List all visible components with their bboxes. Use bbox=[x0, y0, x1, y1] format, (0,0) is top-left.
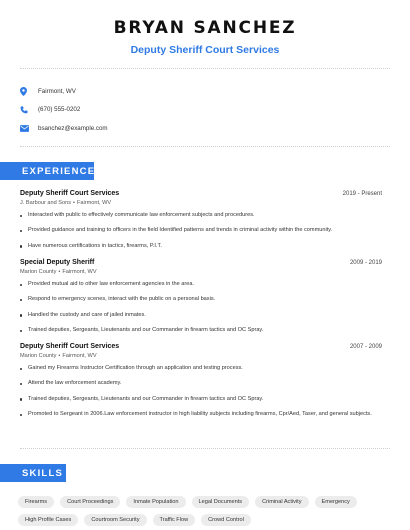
job-location: Fairmont, WV bbox=[76, 200, 112, 206]
job-company-line: Marion County • Fairmont, WV bbox=[20, 269, 97, 275]
job-bullets bbox=[20, 212, 382, 250]
experience-heading: EXPERIENCE bbox=[0, 162, 94, 180]
skill-tag: Firearms bbox=[18, 496, 54, 508]
job-dates: 2007 - 2009 bbox=[349, 344, 382, 350]
job-title: Special Deputy Sheriff bbox=[20, 259, 95, 266]
skill-tag: Criminal Activity bbox=[255, 496, 308, 508]
divider bbox=[20, 448, 390, 449]
job-bullet: Attend the law enforcement academy. bbox=[20, 380, 382, 387]
email-icon bbox=[20, 125, 38, 132]
job-company: J. Barbour and Sons bbox=[20, 200, 71, 206]
job-bullet: Promoted to Sergeant in 2006.Law enforcement instructor in high liability subjects including firearms, Cpr/Aed, Taser, and general subjects. bbox=[20, 411, 382, 418]
job-dates: 2019 - Present bbox=[342, 191, 382, 197]
job-bullet: Provided mutual aid to other law enforcement agencies in the area. bbox=[20, 281, 382, 288]
skill-tag: Legal Documents bbox=[192, 496, 250, 508]
job-bullet: Interacted with public to effectively communicate law enforcement subjects and procedures. bbox=[20, 212, 382, 219]
job-bullets bbox=[20, 281, 382, 335]
skills-list bbox=[18, 496, 398, 530]
skill-tag: Courtroom Security bbox=[84, 514, 146, 526]
divider bbox=[20, 68, 390, 69]
contact-phone bbox=[20, 101, 108, 120]
job-location: Fairmont, WV bbox=[62, 269, 97, 275]
skills-heading: SKILLS bbox=[0, 464, 66, 482]
contact-email[interactable] bbox=[20, 119, 108, 138]
job-bullet: Have numerous certifications in tactics, firearms, P.I.T. bbox=[20, 243, 382, 250]
candidate-role: Deputy Sheriff Court Services bbox=[130, 44, 280, 56]
job-title: Deputy Sheriff Court Services bbox=[20, 190, 120, 197]
job-bullet: Trained deputies, Sergeants, Lieutenants and our Commander in firearm tactics and OC Spray. bbox=[20, 327, 382, 334]
job-dates: 2009 - 2019 bbox=[349, 260, 382, 266]
resume-header bbox=[0, 18, 410, 56]
divider bbox=[20, 146, 390, 147]
skill-tag: High Profile Cases bbox=[18, 514, 78, 526]
skill-tag: Traffic Flow bbox=[153, 514, 196, 526]
job-bullet: Respond to emergency scenes, interact with the public on a personal basis. bbox=[20, 296, 382, 303]
job-company: Marion County bbox=[20, 269, 57, 275]
job-company-line: J. Barbour and Sons • Fairmont, WV bbox=[20, 200, 112, 206]
phone-icon bbox=[20, 106, 38, 114]
job-company: Marion County bbox=[20, 353, 57, 359]
job-bullets bbox=[20, 365, 382, 419]
job-location: Fairmont, WV bbox=[62, 353, 97, 359]
contact-location bbox=[20, 82, 108, 101]
job-bullet: Handled the custody and care of jailed inmates. bbox=[20, 312, 382, 319]
skill-tag: Crowd Control bbox=[201, 514, 251, 526]
skill-tag: Court Proceedings bbox=[60, 496, 120, 508]
experience-item bbox=[20, 259, 382, 343]
job-title: Deputy Sheriff Court Services bbox=[20, 343, 120, 350]
contact-phone-text: (670) 555-0202 bbox=[38, 106, 81, 114]
contact-email-text[interactable]: bsanchez@example.com bbox=[38, 124, 108, 132]
job-bullet: Gained my Firearms Instructor Certification through an application and testing process. bbox=[20, 365, 382, 372]
location-pin-icon bbox=[20, 87, 38, 96]
job-company-line: Marion County • Fairmont, WV bbox=[20, 353, 97, 359]
candidate-name: BRYAN SANCHEZ bbox=[113, 18, 297, 38]
skill-tag: Emergency bbox=[315, 496, 357, 508]
experience-item bbox=[20, 190, 382, 258]
contact-location-text: Fairmont, WV bbox=[38, 87, 76, 95]
job-bullet: Trained deputies, Sergeants, Lieutenants and our Commander in firearm tactics and OC Spray. bbox=[20, 396, 382, 403]
skill-tag: Inmate Population bbox=[126, 496, 185, 508]
job-bullet: Provided guidance and training to officers in the field Identified patterns and trends in criminal activity within the community. bbox=[20, 227, 382, 234]
experience-item bbox=[20, 343, 382, 427]
contact-list bbox=[20, 82, 108, 138]
